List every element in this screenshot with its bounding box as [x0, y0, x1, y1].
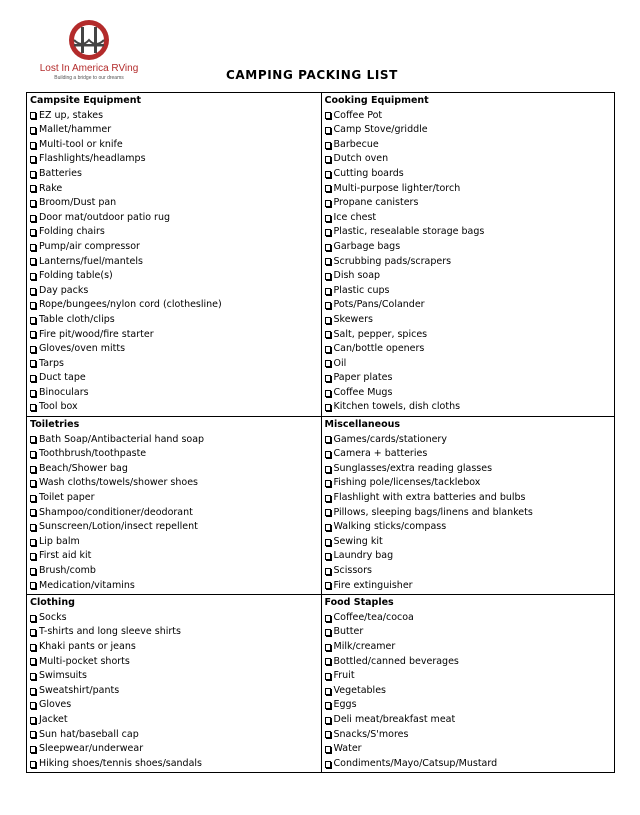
checklist-item[interactable] [325, 400, 612, 415]
item-label: Lip balm [39, 535, 80, 547]
checkbox-icon[interactable] [30, 156, 36, 163]
checkbox-icon[interactable] [325, 673, 331, 680]
checklist-item[interactable] [30, 625, 318, 640]
checkbox-icon[interactable] [325, 524, 331, 531]
checkbox-icon[interactable] [30, 273, 36, 280]
checklist-item[interactable] [325, 713, 612, 728]
checkbox-icon[interactable] [325, 288, 331, 295]
checklist-item[interactable] [325, 728, 612, 743]
item-label: Hiking shoes/tennis shoes/sandals [39, 757, 203, 769]
checklist-item[interactable] [325, 506, 612, 521]
item-label: Cutting boards [333, 167, 404, 179]
item-label: Tarps [39, 357, 64, 369]
checkbox-icon[interactable] [325, 185, 331, 192]
logo [24, 18, 154, 92]
item-label: Bath Soap/Antibacterial hand soap [39, 433, 205, 445]
item-label: Fire extinguisher [333, 579, 413, 591]
checkbox-icon[interactable] [30, 331, 36, 338]
section-heading: Miscellaneous [324, 419, 401, 431]
checklist-item[interactable] [30, 535, 318, 550]
item-label: Mallet/hammer [39, 124, 112, 136]
item-label: Swimsuits [39, 670, 87, 682]
checkbox-icon[interactable] [30, 717, 36, 724]
checklist-item[interactable] [325, 476, 612, 491]
checklist-item[interactable] [30, 123, 318, 138]
checklist-item[interactable] [30, 313, 318, 328]
checklist-item[interactable] [325, 123, 612, 138]
item-label: Plastic, resealable storage bags [333, 226, 485, 238]
page-title: CAMPING PACKING LIST [226, 68, 398, 82]
item-label: Socks [39, 611, 67, 623]
checklist-item[interactable] [325, 579, 612, 594]
checklist-item[interactable] [325, 255, 612, 270]
item-label: Paper plates [333, 372, 393, 384]
section-miscellaneous [321, 417, 615, 594]
section-toiletries [27, 417, 321, 594]
checkbox-icon[interactable] [30, 185, 36, 192]
item-label: Rope/bungees/nylon cord (clothesline) [39, 299, 222, 311]
checklist-item[interactable] [30, 109, 318, 124]
checklist-item[interactable] [325, 371, 612, 386]
checklist-item[interactable] [325, 640, 612, 655]
bridge-logo-icon [67, 18, 111, 62]
checklist-item[interactable] [30, 669, 318, 684]
checkbox-icon[interactable] [30, 200, 36, 207]
checkbox-icon[interactable] [30, 568, 36, 575]
checkbox-icon[interactable] [30, 288, 36, 295]
item-label: Day packs [39, 284, 89, 296]
checkbox-icon[interactable] [30, 127, 36, 134]
item-label: Condiments/Mayo/Catsup/Mustard [333, 757, 498, 769]
item-label: Duct tape [39, 372, 86, 384]
checkbox-icon[interactable] [325, 258, 331, 265]
checkbox-icon[interactable] [30, 524, 36, 531]
checkbox-icon[interactable] [30, 673, 36, 680]
checklist-item[interactable] [325, 564, 612, 579]
checkbox-icon[interactable] [325, 480, 331, 487]
section-heading: Toiletries [30, 419, 80, 431]
checkbox-icon[interactable] [325, 746, 331, 753]
checkbox-icon[interactable] [325, 731, 331, 738]
checklist-item[interactable] [325, 328, 612, 343]
checklist-item[interactable] [30, 342, 318, 357]
item-label: Skewers [333, 313, 374, 325]
item-label: Multi-pocket shorts [39, 655, 130, 667]
checklist-item[interactable] [325, 269, 612, 284]
item-label: Tool box [39, 401, 78, 413]
item-label: Laundry bag [333, 550, 394, 562]
checkbox-icon[interactable] [325, 582, 331, 589]
checkbox-icon[interactable] [325, 360, 331, 367]
section-row [27, 594, 614, 772]
item-label: Salt, pepper, spices [333, 328, 428, 340]
checklist-item[interactable] [325, 386, 612, 401]
item-label: Dutch oven [333, 153, 389, 165]
checkbox-icon[interactable] [30, 451, 36, 458]
section-food-staples [321, 595, 615, 772]
checkbox-icon[interactable] [30, 346, 36, 353]
checkbox-icon[interactable] [325, 509, 331, 516]
section-clothing [27, 595, 321, 772]
checklist-item[interactable] [325, 655, 612, 670]
checklist-item[interactable] [30, 611, 318, 626]
checklist-item[interactable] [30, 298, 318, 313]
checkbox-icon[interactable] [30, 644, 36, 651]
checklist-item[interactable] [325, 535, 612, 550]
checklist-item[interactable] [30, 371, 318, 386]
checkbox-icon[interactable] [325, 466, 331, 473]
checklist-item[interactable] [30, 579, 318, 594]
checklist-item[interactable] [30, 520, 318, 535]
item-label: Sewing kit [333, 535, 383, 547]
item-label: Shampoo/conditioner/deodorant [39, 506, 193, 518]
checkbox-icon[interactable] [30, 702, 36, 709]
item-label: Batteries [39, 167, 82, 179]
checklist-item[interactable] [30, 167, 318, 182]
checkbox-icon[interactable] [325, 436, 331, 443]
checkbox-icon[interactable] [30, 390, 36, 397]
checklist-item[interactable] [30, 549, 318, 564]
checkbox-icon[interactable] [325, 658, 331, 665]
checkbox-icon[interactable] [325, 761, 331, 768]
checkbox-icon[interactable] [30, 171, 36, 178]
item-label: Toothbrush/toothpaste [39, 448, 147, 460]
checklist-item[interactable] [325, 313, 612, 328]
checklist-item[interactable] [30, 698, 318, 713]
checkbox-icon[interactable] [30, 553, 36, 560]
checkbox-icon[interactable] [325, 702, 331, 709]
packing-list-table [26, 92, 615, 773]
item-label: Propane canisters [333, 197, 419, 209]
checklist-item[interactable] [325, 684, 612, 699]
item-label: Wash cloths/towels/shower shoes [39, 477, 199, 489]
section-heading: Campsite Equipment [30, 95, 142, 106]
checklist-item[interactable] [30, 400, 318, 415]
checklist-item[interactable] [30, 476, 318, 491]
item-label: Sweatshirt/pants [39, 684, 120, 696]
checkbox-icon[interactable] [30, 229, 36, 236]
checklist-item[interactable] [30, 640, 318, 655]
item-label: Gloves [39, 699, 72, 711]
item-label: First aid kit [39, 550, 92, 562]
item-label: Scrubbing pads/scrapers [333, 255, 452, 267]
checklist-item[interactable] [325, 211, 612, 226]
checklist-item[interactable] [30, 684, 318, 699]
item-label: Milk/creamer [333, 640, 396, 652]
checkbox-icon[interactable] [30, 688, 36, 695]
checkbox-icon[interactable] [325, 112, 331, 119]
item-label: Vegetables [333, 684, 386, 696]
checklist-item[interactable] [30, 506, 318, 521]
section-row [27, 416, 614, 594]
checkbox-icon[interactable] [30, 495, 36, 502]
checkbox-icon[interactable] [30, 746, 36, 753]
item-label: Pots/Pans/Colander [333, 299, 425, 311]
checklist-item[interactable] [30, 328, 318, 343]
checklist-item[interactable] [325, 669, 612, 684]
checkbox-icon[interactable] [30, 539, 36, 546]
checklist-item[interactable] [30, 564, 318, 579]
item-label: Door mat/outdoor patio rug [39, 211, 171, 223]
item-label: Coffee Mugs [333, 386, 393, 398]
checkbox-icon[interactable] [325, 688, 331, 695]
item-label: EZ up, stakes [39, 109, 104, 121]
checkbox-icon[interactable] [325, 390, 331, 397]
checklist-item[interactable] [30, 269, 318, 284]
item-label: Snacks/S'mores [333, 728, 409, 740]
item-label: Barbecue [333, 138, 379, 150]
item-label: Bottled/canned beverages [333, 655, 459, 667]
checklist-item[interactable] [30, 433, 318, 448]
item-label: Fire pit/wood/fire starter [39, 328, 154, 340]
item-label: Gloves/oven mitts [39, 343, 126, 355]
item-label: Flashlights/headlamps [39, 153, 146, 165]
item-label: Plastic cups [333, 284, 390, 296]
checklist-item[interactable] [325, 491, 612, 506]
item-label: Folding chairs [39, 226, 105, 238]
item-label: Deli meat/breakfast meat [333, 713, 456, 725]
item-label: Sun hat/baseball cap [39, 728, 139, 740]
checkbox-icon[interactable] [30, 404, 36, 411]
checklist-item[interactable] [325, 549, 612, 564]
checklist-item[interactable] [325, 167, 612, 182]
checkbox-icon[interactable] [30, 215, 36, 222]
checkbox-icon[interactable] [30, 302, 36, 309]
item-label: Coffee Pot [333, 109, 383, 121]
checkbox-icon[interactable] [325, 629, 331, 636]
checklist-item[interactable] [325, 109, 612, 124]
checklist-item[interactable] [30, 742, 318, 757]
item-label: Butter [333, 626, 364, 638]
item-label: Flashlight with extra batteries and bulbs [333, 492, 526, 504]
checklist-item[interactable] [30, 386, 318, 401]
item-label: Camp Stove/griddle [333, 124, 428, 136]
checkbox-icon[interactable] [325, 317, 331, 324]
section-heading: Clothing [30, 597, 75, 609]
checkbox-icon[interactable] [325, 156, 331, 163]
item-label: Broom/Dust pan [39, 197, 117, 209]
checklist-item[interactable] [325, 182, 612, 197]
checklist-item[interactable] [30, 447, 318, 462]
checkbox-icon[interactable] [30, 582, 36, 589]
item-label: Dish soap [333, 270, 381, 282]
checkbox-icon[interactable] [30, 317, 36, 324]
checklist-item[interactable] [30, 757, 318, 772]
checkbox-icon[interactable] [30, 509, 36, 516]
checkbox-icon[interactable] [30, 375, 36, 382]
checkbox-icon[interactable] [325, 200, 331, 207]
item-label: Rake [39, 182, 63, 194]
item-label: Water [333, 743, 362, 755]
item-label: Eggs [333, 699, 357, 711]
checkbox-icon[interactable] [325, 346, 331, 353]
item-label: Sleepwear/underwear [39, 743, 144, 755]
checklist-item[interactable] [325, 196, 612, 211]
checkbox-icon[interactable] [30, 466, 36, 473]
checkbox-icon[interactable] [325, 171, 331, 178]
item-label: Folding table(s) [39, 270, 113, 282]
item-label: Fishing pole/licenses/tacklebox [333, 477, 481, 489]
checklist-item[interactable] [30, 462, 318, 477]
item-label: Games/cards/stationery [333, 433, 447, 445]
checklist-item[interactable] [325, 433, 612, 448]
item-label: Pillows, sleeping bags/linens and blankets [333, 506, 533, 518]
checklist-item[interactable] [30, 138, 318, 153]
checklist-item[interactable] [325, 240, 612, 255]
item-label: T-shirts and long sleeve shirts [39, 626, 181, 638]
checkbox-icon[interactable] [30, 112, 36, 119]
checklist-item[interactable] [30, 655, 318, 670]
checklist-item[interactable] [325, 698, 612, 713]
item-label: Sunscreen/Lotion/insect repellent [39, 521, 198, 533]
checklist-item[interactable] [325, 225, 612, 240]
checklist-item[interactable] [325, 447, 612, 462]
checklist-item[interactable] [325, 284, 612, 299]
item-label: Garbage bags [333, 240, 401, 252]
checkbox-icon[interactable] [325, 215, 331, 222]
checklist-item[interactable] [325, 462, 612, 477]
checkbox-icon[interactable] [325, 375, 331, 382]
section-heading: Food Staples [324, 597, 394, 609]
item-label: Brush/comb [39, 565, 96, 576]
checklist-item[interactable] [325, 757, 612, 772]
brand-tagline: Building a bridge to our dreams [54, 75, 124, 81]
item-label: Walking sticks/compass [333, 521, 447, 533]
item-label: Sunglasses/extra reading glasses [333, 462, 493, 474]
checkbox-icon[interactable] [325, 568, 331, 575]
checklist-item[interactable] [325, 520, 612, 535]
checkbox-icon[interactable] [30, 244, 36, 251]
checkbox-icon[interactable] [325, 451, 331, 458]
checkbox-icon[interactable] [30, 142, 36, 149]
checklist-item[interactable] [325, 152, 612, 167]
item-label: Beach/Shower bag [39, 462, 128, 474]
item-label: Jacket [39, 713, 68, 725]
checklist-item[interactable] [325, 611, 612, 626]
section-cooking-equipment [321, 93, 615, 416]
checklist-item[interactable] [30, 211, 318, 226]
checklist-item[interactable] [30, 357, 318, 372]
checkbox-icon[interactable] [325, 495, 331, 502]
checkbox-icon[interactable] [325, 553, 331, 560]
checkbox-icon[interactable] [30, 731, 36, 738]
item-label: Kitchen towels, dish cloths [333, 401, 461, 413]
item-label: Medication/vitamins [39, 579, 135, 591]
item-label: Scissors [333, 565, 372, 576]
checkbox-icon[interactable] [30, 629, 36, 636]
item-label: Oil [333, 357, 347, 369]
checkbox-icon[interactable] [325, 331, 331, 338]
item-label: Coffee/tea/cocoa [333, 611, 414, 623]
checkbox-icon[interactable] [325, 229, 331, 236]
checkbox-icon[interactable] [30, 480, 36, 487]
item-label: Lanterns/fuel/mantels [39, 255, 143, 267]
checklist-item[interactable] [30, 284, 318, 299]
checkbox-icon[interactable] [30, 615, 36, 622]
checklist-item[interactable] [30, 225, 318, 240]
checkbox-icon[interactable] [30, 258, 36, 265]
checkbox-icon[interactable] [325, 127, 331, 134]
item-label: Khaki pants or jeans [39, 640, 136, 652]
item-label: Camera + batteries [333, 448, 428, 460]
section-campsite-equipment [27, 93, 321, 416]
section-row [27, 93, 614, 416]
checkbox-icon[interactable] [325, 539, 331, 546]
checkbox-icon[interactable] [325, 273, 331, 280]
item-label: Multi-purpose lighter/torch [333, 182, 461, 194]
checklist-item[interactable] [30, 728, 318, 743]
checkbox-icon[interactable] [325, 717, 331, 724]
checklist-item[interactable] [30, 491, 318, 506]
item-label: Binoculars [39, 386, 89, 398]
checklist-item[interactable] [30, 240, 318, 255]
item-label: Table cloth/clips [39, 313, 115, 325]
checklist-item[interactable] [325, 742, 612, 757]
item-label: Ice chest [333, 211, 377, 223]
checkbox-icon[interactable] [325, 142, 331, 149]
checklist-item[interactable] [30, 182, 318, 197]
checklist-item[interactable] [325, 357, 612, 372]
checkbox-icon[interactable] [325, 615, 331, 622]
checkbox-icon[interactable] [325, 244, 331, 251]
checklist-item[interactable] [30, 713, 318, 728]
checklist-item[interactable] [325, 298, 612, 313]
checkbox-icon[interactable] [30, 436, 36, 443]
item-label: Toilet paper [39, 492, 95, 504]
checkbox-icon[interactable] [30, 360, 36, 367]
item-label: Pump/air compressor [39, 240, 140, 252]
item-label: Can/bottle openers [333, 343, 425, 355]
checklist-item[interactable] [325, 342, 612, 357]
checklist-item[interactable] [325, 625, 612, 640]
checkbox-icon[interactable] [325, 404, 331, 411]
checklist-item[interactable] [30, 196, 318, 211]
checklist-item[interactable] [30, 255, 318, 270]
checkbox-icon[interactable] [30, 658, 36, 665]
checklist-item[interactable] [30, 152, 318, 167]
checkbox-icon[interactable] [325, 644, 331, 651]
checkbox-icon[interactable] [30, 761, 36, 768]
checklist-item[interactable] [325, 138, 612, 153]
section-heading: Cooking Equipment [324, 95, 429, 106]
item-label: Multi-tool or knife [39, 138, 123, 150]
brand-name: Lost In America RVing [39, 63, 139, 74]
checkbox-icon[interactable] [325, 302, 331, 309]
item-label: Fruit [333, 670, 355, 682]
